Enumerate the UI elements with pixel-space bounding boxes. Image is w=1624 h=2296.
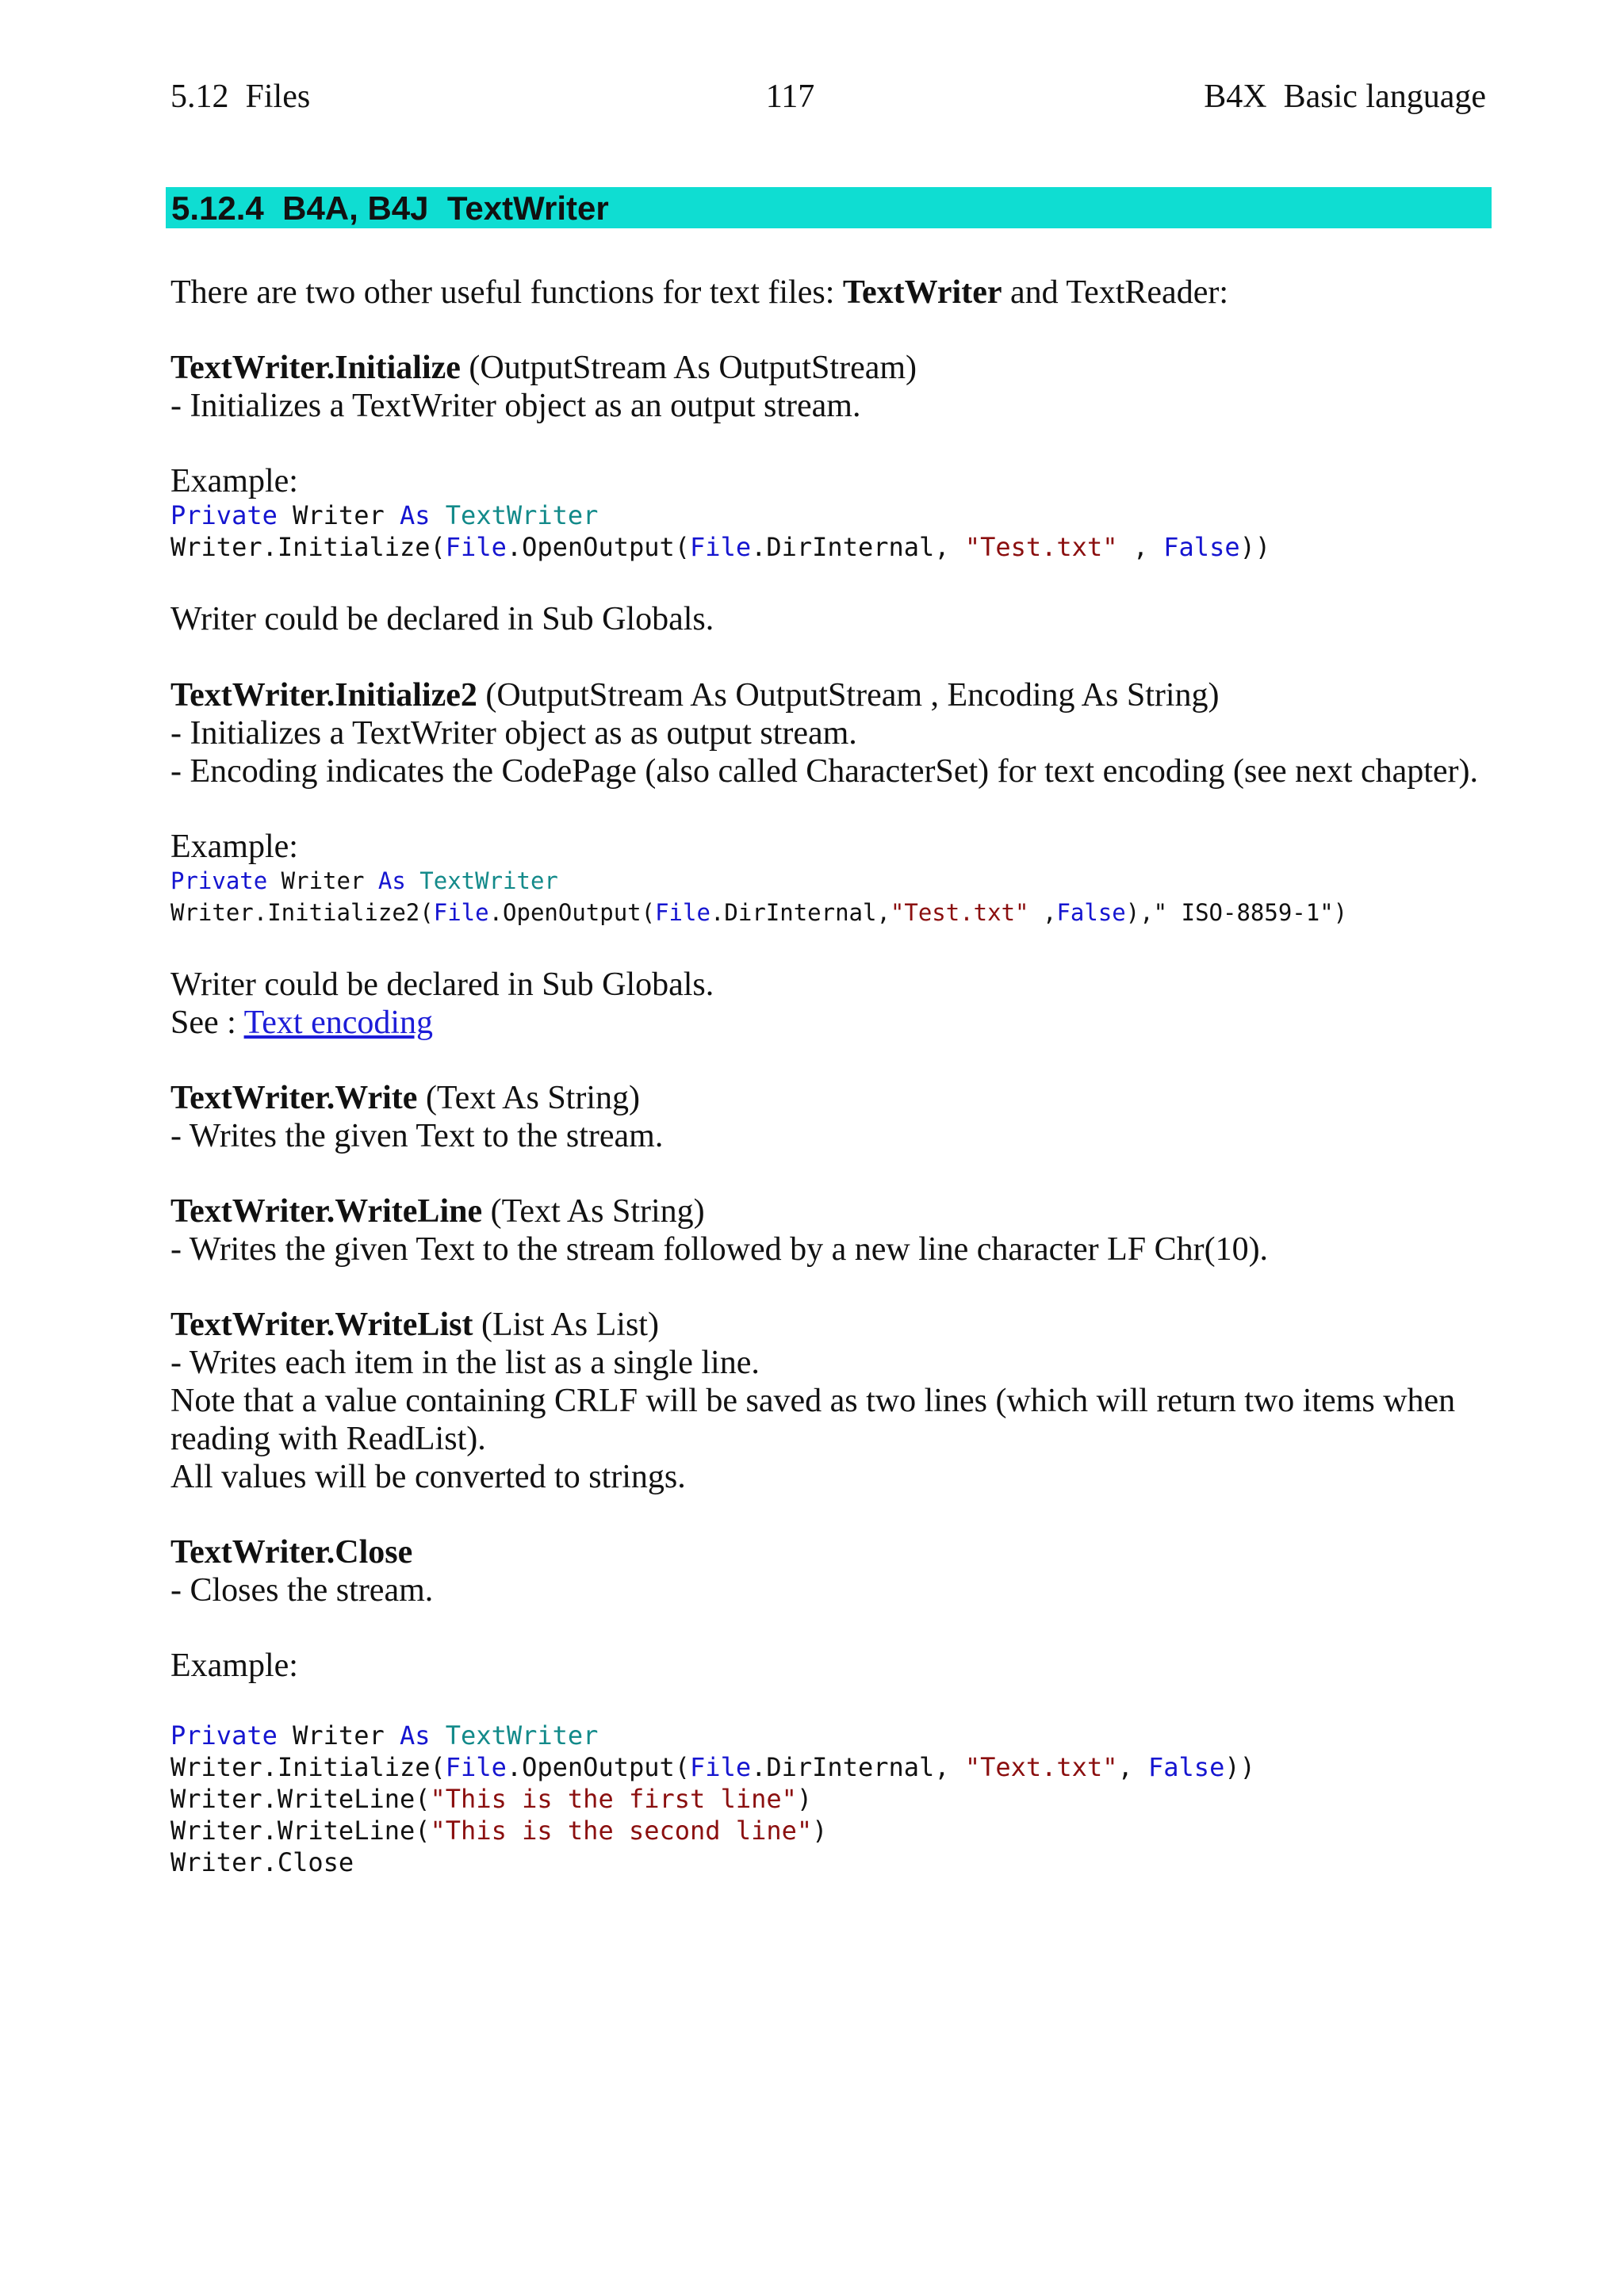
code-text: )," ISO-8859-1") [1125,899,1348,926]
method-name: TextWriter.Initialize [170,350,461,386]
initialize-note: Writer could be declared in Sub Globals. [170,601,714,637]
code-line [170,1783,812,1815]
example-label: Example: [170,463,298,499]
code-keyword: False [1163,532,1240,562]
close-description: - Closes the stream. [170,1572,434,1609]
code-string: "Text.txt" [964,1752,1118,1782]
initialize-description: - Initializes a TextWriter object as an output stream. [170,388,861,424]
intro-text: There are two other useful functions for text files: [170,274,843,311]
example-label: Example: [170,1647,298,1684]
code-keyword: File [445,1752,507,1782]
code-text: Writer.Initialize( [170,1752,446,1782]
code-text: ) [812,1816,828,1846]
initialize2-signature [170,676,1220,714]
code-line [170,499,598,531]
initialize2-description: - Initializes a TextWriter object as as output stream. [170,715,857,752]
method-name: TextWriter.Write [170,1080,418,1116]
code-type: TextWriter [445,1720,599,1751]
method-name: TextWriter.Initialize2 [170,677,477,714]
code-type: TextWriter [445,500,599,530]
code-string: "This is the first line" [430,1784,797,1814]
method-params: (OutputStream As OutputStream) [460,350,917,386]
initialize-signature [170,349,917,387]
code-string: "Test.txt" [964,532,1118,562]
code-keyword: File [690,532,752,562]
write-description: - Writes the given Text to the stream. [170,1118,664,1154]
code-line [170,1720,598,1751]
code-text: .OpenOutput( [506,1752,691,1782]
text-encoding-link[interactable]: Text encoding [243,1004,434,1041]
code-text: Writer.Initialize2( [170,899,434,926]
writelist-note: Note that a value containing CRLF will be saved as two lines (which will return two items when [170,1383,1456,1419]
code-text: .DirInternal, [710,899,891,926]
writeline-description: - Writes the given Text to the stream followed by a new line character LF Chr(10). [170,1231,1269,1268]
method-name: TextWriter.WriteList [170,1307,473,1343]
code-line [170,897,1347,928]
code-keyword: As [399,1720,431,1751]
code-text: .DirInternal, [751,532,965,562]
code-space [431,1720,446,1751]
header-section-ref: 5.12 Files [170,78,311,115]
intro-text-end: and TextReader: [1002,274,1228,311]
code-keyword: File [690,1752,752,1782]
code-line [170,865,558,897]
code-text: .DirInternal, [751,1752,965,1782]
code-text: Writer [277,1720,400,1751]
code-text: Writer.WriteLine( [170,1816,431,1846]
code-keyword: File [433,899,489,926]
intro-paragraph [170,274,1228,312]
code-text: Writer.Initialize( [170,532,446,562]
code-keyword: As [377,867,406,894]
code-text: .OpenOutput( [488,899,656,926]
code-line: Writer.Close [170,1847,354,1877]
initialize2-note: Writer could be declared in Sub Globals. [170,966,714,1003]
example-label: Example: [170,828,298,865]
section-heading: 5.12.4 B4A, B4J TextWriter [171,189,609,227]
method-params: (List As List) [473,1307,659,1343]
close-signature [170,1533,412,1571]
method-params: (Text As String) [417,1080,640,1116]
initialize2-encoding-description: - Encoding indicates the CodePage (also called CharacterSet) for text encoding (see next chapter). [170,753,1479,790]
code-text: .OpenOutput( [506,532,691,562]
method-name: TextWriter.Close [170,1534,413,1571]
code-space [431,500,446,530]
code-line [170,1815,827,1846]
code-text: , [1028,899,1057,926]
code-type: TextWriter [419,867,558,894]
code-keyword: Private [170,500,278,530]
code-text: )) [1239,532,1271,562]
code-keyword: False [1148,1752,1225,1782]
method-params: (OutputStream As OutputStream , Encoding As String) [477,677,1220,714]
intro-bold: TextWriter [842,274,1002,311]
see-also [170,1004,433,1042]
code-keyword: File [445,532,507,562]
code-line [170,531,1270,563]
code-text: Writer [267,867,378,894]
header-book-title: B4X Basic language [1204,78,1486,115]
code-keyword: Private [170,867,268,894]
code-text: , [1117,532,1164,562]
code-string: "This is the second line" [430,1816,813,1846]
code-string: "Test.txt" [890,899,1029,926]
writelist-note-cont: reading with ReadList). [170,1421,486,1457]
page-number: 117 [765,78,815,115]
code-space [406,867,419,894]
code-text: Writer.WriteLine( [170,1784,431,1814]
method-params: (Text As String) [482,1193,705,1230]
code-text: , [1117,1752,1148,1782]
code-keyword: As [399,500,431,530]
writelist-conversion-note: All values will be converted to strings. [170,1459,686,1495]
writelist-signature [170,1306,659,1344]
code-text: )) [1224,1752,1255,1782]
code-keyword: False [1056,899,1126,926]
method-name: TextWriter.WriteLine [170,1193,483,1230]
code-text: ) [796,1784,813,1814]
see-prefix: See : [170,1004,244,1041]
code-keyword: File [655,899,710,926]
code-line [170,1751,1255,1783]
writelist-description: - Writes each item in the list as a single line. [170,1345,760,1381]
code-keyword: Private [170,1720,278,1751]
code-text: Writer [277,500,400,530]
write-signature [170,1079,640,1117]
writeline-signature [170,1192,705,1230]
